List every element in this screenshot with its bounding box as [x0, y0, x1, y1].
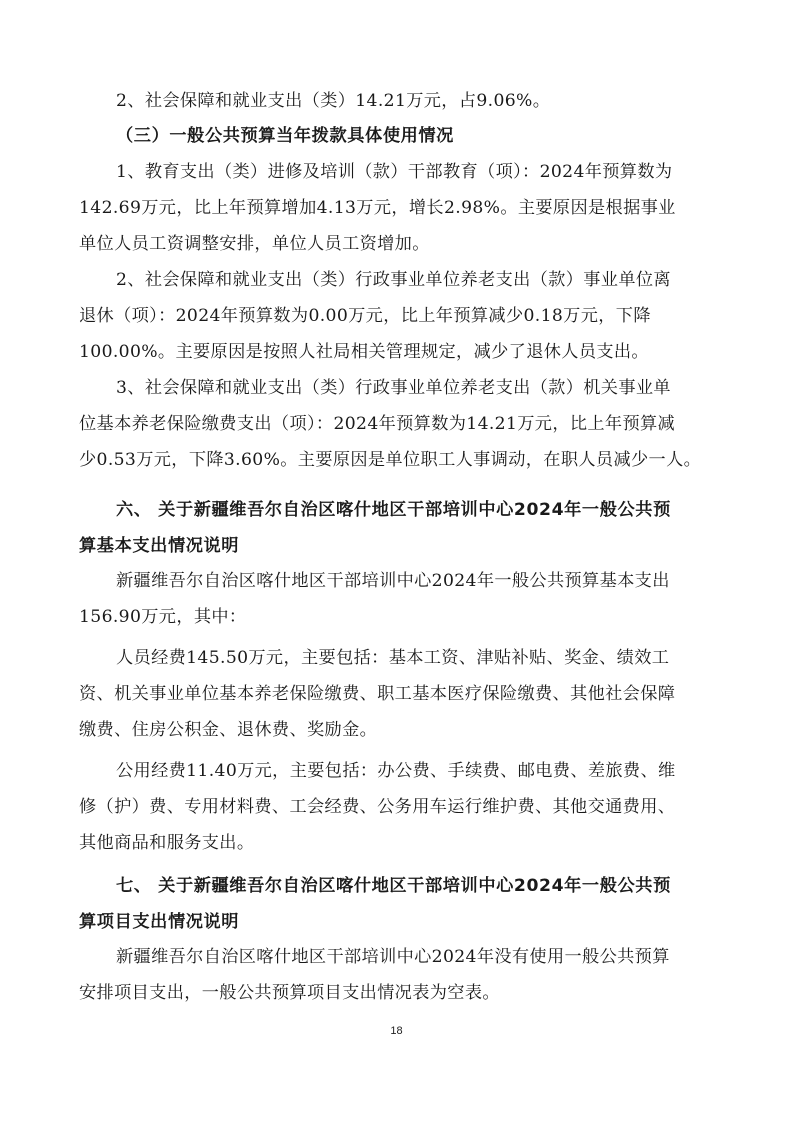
text-line: 公用经费11.40万元，主要包括：办公费、手续费、邮电费、差旅费、维 [116, 761, 676, 781]
section-heading: 算基本支出情况说明 [79, 536, 240, 556]
text-line: 2、社会保障和就业支出（类）行政事业单位养老支出（款）事业单位离 [116, 270, 671, 290]
text-line: 新疆维吾尔自治区喀什地区干部培训中心2024年没有使用一般公共预算 [116, 947, 670, 967]
page-number: 18 [390, 1025, 403, 1037]
text-line: 156.90万元，其中： [79, 607, 247, 627]
text-line: 新疆维吾尔自治区喀什地区干部培训中心2024年一般公共预算基本支出 [116, 571, 670, 591]
text-line: 少0.53万元，下降3.60%。主要原因是单位职工人事调动，在职人员减少一人。 [79, 450, 702, 470]
text-line: 2、社会保障和就业支出（类）14.21万元，占9.06%。 [116, 91, 551, 111]
text-line: 资、机关事业单位基本养老保险缴费、职工基本医疗保险缴费、其他社会保障 [79, 684, 676, 704]
text-line: 修（护）费、专用材料费、工会经费、公务用车运行维护费、其他交通费用、 [79, 797, 676, 817]
text-line: 1、教育支出（类）进修及培训（款）干部教育（项）：2024年预算数为 [116, 162, 673, 182]
section-heading: 七、 关于新疆维吾尔自治区喀什地区干部培训中心2024年一般公共预 [116, 876, 671, 896]
section-heading: （三）一般公共预算当年拨款具体使用情况 [116, 126, 454, 146]
text-line: 3、社会保障和就业支出（类）行政事业单位养老支出（款）机关事业单 [116, 378, 671, 398]
text-line: 单位人员工资调整安排，单位人员工资增加。 [79, 234, 430, 254]
text-line: 位基本养老保险缴费支出（项）：2024年预算数为14.21万元，比上年预算减 [79, 414, 676, 434]
section-heading: 算项目支出情况说明 [79, 912, 240, 932]
text-line: 安排项目支出，一般公共预算项目支出情况表为空表。 [79, 983, 500, 1003]
section-heading: 六、 关于新疆维吾尔自治区喀什地区干部培训中心2024年一般公共预 [116, 500, 671, 520]
text-line: 退休（项）：2024年预算数为0.00万元，比上年预算减少0.18万元，下降 [79, 306, 651, 326]
text-line: 人员经费145.50万元，主要包括：基本工资、津贴补贴、奖金、绩效工 [116, 648, 670, 668]
text-line: 其他商品和服务支出。 [79, 833, 255, 853]
text-line: 100.00%。主要原因是按照人社局相关管理规定，减少了退休人员支出。 [79, 342, 649, 362]
text-line: 缴费、住房公积金、退休费、奖励金。 [79, 720, 378, 740]
text-line: 142.69万元，比上年预算增加4.13万元，增长2.98%。主要原因是根据事业 [79, 198, 676, 218]
